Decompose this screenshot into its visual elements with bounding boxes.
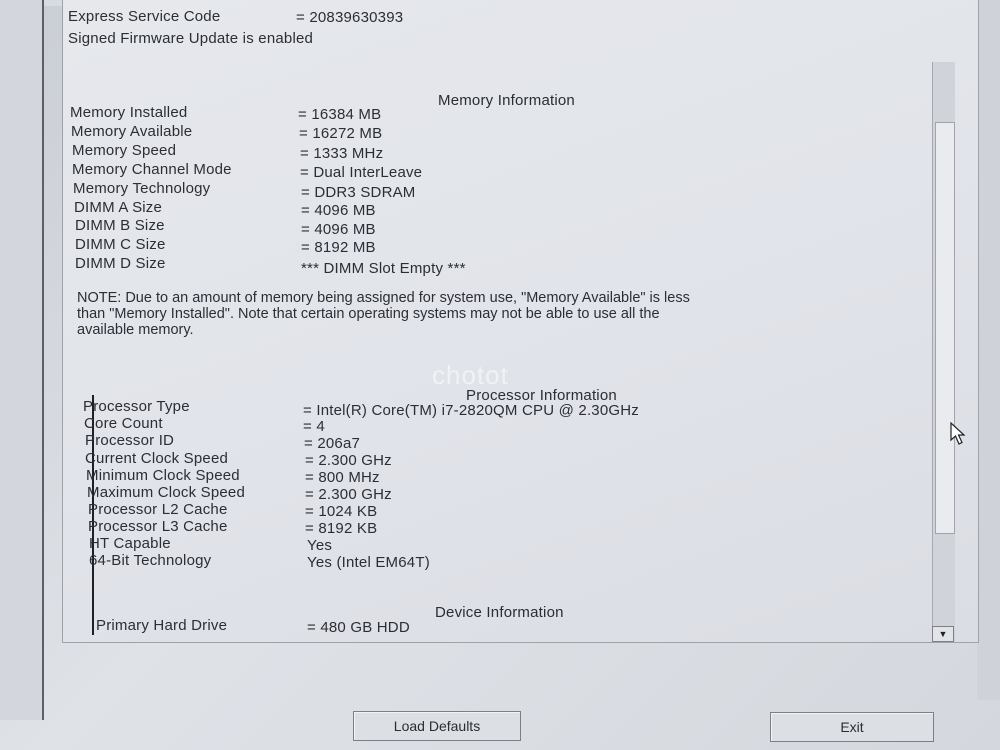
processor-value: Yes (Intel EM64T): [307, 554, 430, 571]
memory-label: DIMM B Size: [75, 217, 165, 234]
memory-value: = 8192 MB: [301, 239, 376, 256]
memory-label: DIMM D Size: [75, 255, 166, 272]
processor-label: Current Clock Speed: [85, 450, 229, 467]
device-value: = 480 GB HDD: [307, 619, 410, 636]
memory-value: = 4096 MB: [301, 221, 376, 238]
processor-label: Processor Type: [83, 398, 190, 415]
memory-label: DIMM C Size: [75, 236, 166, 253]
processor-value: = 8192 KB: [305, 520, 378, 537]
processor-label: Processor L2 Cache: [88, 501, 228, 518]
memory-value: = 16272 MB: [299, 125, 383, 142]
memory-section-title: Memory Information: [438, 92, 575, 109]
memory-value: = DDR3 SDRAM: [301, 184, 416, 201]
processor-label: Processor L3 Cache: [88, 518, 228, 535]
processor-section-title: Processor Information: [466, 387, 617, 404]
memory-note-line: NOTE: Due to an amount of memory being assigned for system use, "Memory Available" is less: [77, 290, 690, 306]
memory-value: = 16384 MB: [298, 106, 382, 123]
processor-value: = 800 MHz: [305, 469, 380, 486]
left-frame: [0, 0, 44, 720]
service-code-value: = 20839630393: [296, 9, 404, 26]
memory-value: *** DIMM Slot Empty ***: [301, 260, 466, 277]
watermark-logo: chotot: [432, 360, 509, 390]
processor-label: Core Count: [84, 415, 163, 432]
memory-note-line: than "Memory Installed". Note that certain operating systems may not be able to use all the: [77, 306, 660, 322]
processor-label: Maximum Clock Speed: [87, 484, 246, 501]
processor-value: = 206a7: [304, 435, 361, 452]
processor-value: = 2.300 GHz: [305, 486, 392, 503]
triangle-down-icon[interactable]: ▼: [932, 626, 954, 642]
memory-label: DIMM A Size: [74, 199, 163, 216]
memory-note-line: available memory.: [77, 322, 194, 338]
processor-value: = 4: [303, 418, 325, 435]
exit-button[interactable]: Exit: [770, 712, 934, 742]
processor-label: HT Capable: [89, 535, 171, 552]
processor-value: = 2.300 GHz: [305, 452, 392, 469]
processor-value: = Intel(R) Core(TM) i7-2820QM CPU @ 2.30GHz: [303, 402, 639, 419]
memory-value: = Dual InterLeave: [300, 164, 423, 181]
vertical-scrollbar[interactable]: [932, 62, 955, 642]
processor-value: = 1024 KB: [305, 503, 378, 520]
memory-label: Memory Channel Mode: [72, 161, 232, 178]
memory-label: Memory Technology: [73, 180, 211, 197]
memory-label: Memory Installed: [70, 104, 188, 121]
processor-label: 64-Bit Technology: [89, 552, 212, 569]
mouse-pointer-icon: [950, 422, 970, 446]
service-code-label: Express Service Code: [68, 8, 221, 25]
processor-value: Yes: [307, 537, 333, 554]
memory-value: = 1333 MHz: [300, 145, 384, 162]
memory-label: Memory Available: [71, 123, 193, 140]
memory-label: Memory Speed: [72, 142, 177, 159]
memory-note: [77, 290, 917, 338]
memory-value: = 4096 MB: [301, 202, 376, 219]
scrollbar-thumb[interactable]: [935, 122, 955, 534]
right-frame: [977, 0, 1000, 700]
firmware-status: Signed Firmware Update is enabled: [68, 30, 314, 47]
processor-label: Processor ID: [85, 432, 175, 449]
processor-label: Minimum Clock Speed: [86, 467, 240, 484]
device-section-title: Device Information: [435, 604, 564, 621]
device-label: Primary Hard Drive: [96, 617, 228, 634]
load-defaults-button[interactable]: Load Defaults: [353, 711, 521, 741]
